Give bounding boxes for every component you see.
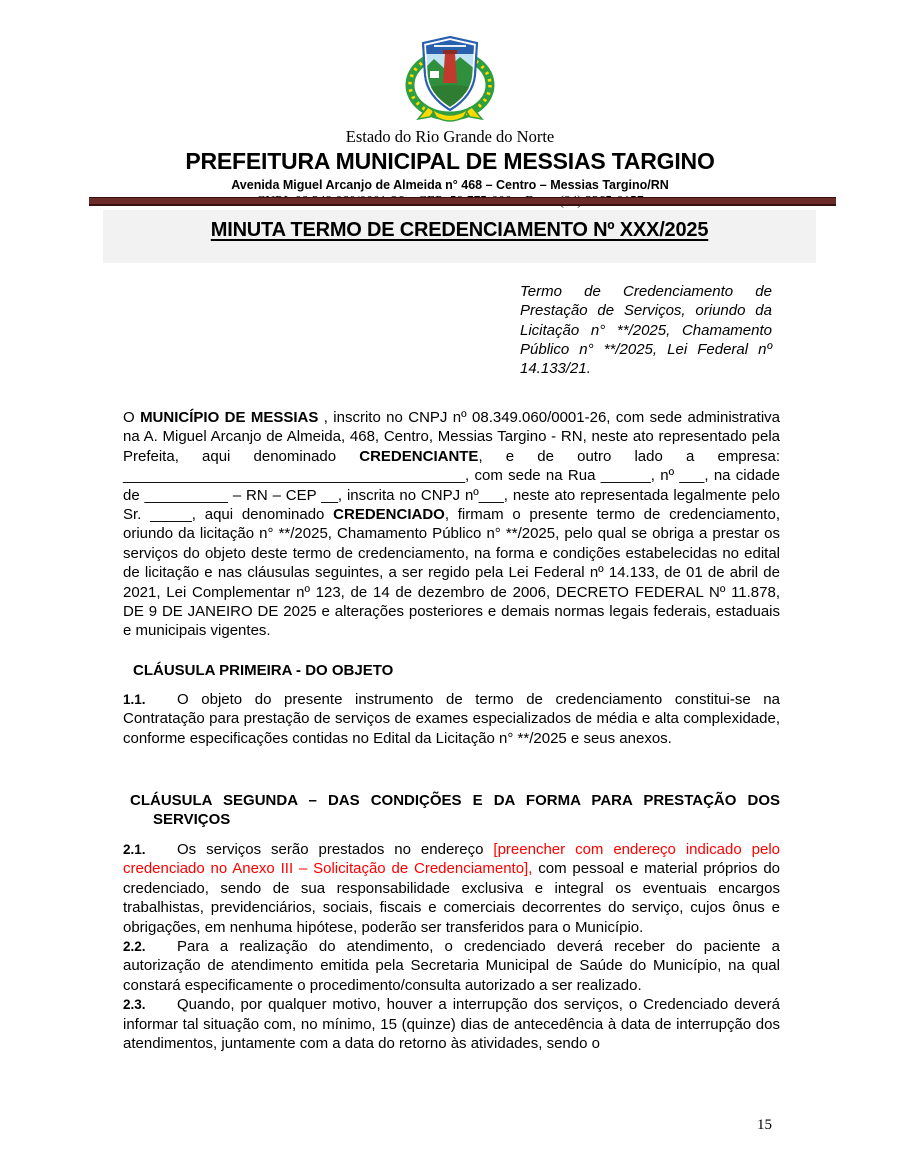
epigraph: Termo de Credenciamento de Prestação de Serviços, oriundo da Licitação n° **/2025, Chamamento Público n° **/2025, Lei Federal nº 14.133/21.: [520, 283, 772, 378]
document-title-box: [103, 210, 816, 263]
address-line: Avenida Miguel Arcanjo de Almeida n° 468 – Centro – Messias Targino/RN: [231, 178, 669, 192]
clause1-item-1-1: [123, 690, 780, 748]
item-text: Para a realização do atendimento, o credenciado deverá receber do paciente a autorização de atendimento emitida pela Secretaria Municipal de Saúde do Município, na qual constará especificamente o procedimento/consulta autorizado a ser realizado.: [123, 938, 780, 994]
item-number: 2.1.: [123, 842, 146, 857]
intro-paragraph: [123, 408, 780, 641]
document-title: MINUTA TERMO DE CREDENCIAMENTO Nº XXX/2025: [210, 219, 709, 241]
credenciante-bold: CREDENCIANTE: [359, 447, 479, 465]
fill-in-placeholder-red: [preencher com endereço indicado pelo credenciado no Anexo III – Solicitação de Credenciamento],: [123, 841, 780, 878]
municipal-crest-icon: [400, 33, 500, 123]
intro-text: , e de outro lado a empresa: _________________________________________, com sede na Rua ______, nº ___, na cidade de __________ – RN – CEP __, inscrita no CNPJ nº___, neste ato representada legalmente pelo Sr. _____, aqui denominado: [123, 447, 780, 524]
item-number: 1.1.: [123, 692, 146, 707]
item-number: 2.3.: [123, 997, 146, 1013]
letterhead: [0, 33, 900, 209]
page-number: 15: [757, 1117, 772, 1133]
municipality-name: PREFEITURA MUNICIPAL DE MESSIAS TARGINO: [185, 148, 715, 174]
state-line: Estado do Rio Grande do Norte: [345, 127, 555, 146]
clause2-item-2-1: [123, 840, 780, 937]
clause2-item-2-3: [123, 995, 780, 1053]
clause1-heading: CLÁUSULA PRIMEIRA - DO OBJETO: [133, 662, 394, 679]
clause2-heading: CLÁUSULA SEGUNDA – DAS CONDIÇÕES E DA FORMA PARA PRESTAÇÃO DOS SERVIÇOS: [130, 792, 780, 829]
clause2-item-2-2: [123, 937, 780, 995]
header-divider: [89, 197, 836, 206]
item-number: 2.2.: [123, 939, 146, 955]
credenciado-bold: CREDENCIADO: [333, 506, 445, 524]
item-text: O objeto do presente instrumento de termo de credenciamento constitui-se na Contratação para prestação de serviços de exames especializados de média e alta complexidade, conforme especificações contidas no Edital da Licitação n° **/2025 e seus anexos.: [123, 691, 780, 747]
item-text: Quando, por qualquer motivo, houver a interrupção dos serviços, o Credenciado deverá informar tal situação com, no mínimo, 15 (quinze) dias de antecedência à data de interrupção dos atendimentos, juntamente com a data do retorno às atividades, sendo o: [123, 996, 780, 1053]
municipality-bold: MUNICÍPIO DE MESSIAS: [140, 409, 319, 426]
item-text: com pessoal e material próprios do credenciado, sendo de sua responsabilidade exclusiva e integral os eventuais encargos trabalhistas, previdenciários, sociais, fiscais e comerciais decorrentes do serviço, cujos ônus e obrigações, em nenhuma hipótese, poderão ser transferidos para o Município.: [123, 860, 780, 936]
intro-text: , inscrito no CNPJ nº 08.349.060/0001-26, com sede administrativa na A. Miguel Arcanjo de Almeida, 468, Centro, Messias Targino - RN, neste ato representado pela Prefeita, aqui denominado: [123, 409, 781, 465]
item-text: Os serviços serão prestados no endereço: [177, 841, 494, 858]
intro-text: , firmam o presente termo de credenciamento, oriundo da licitação n° **/2025, Chamamento Público n° **/2025, pelo qual se obriga a prestar os serviços do objeto deste termo de credenciamento, na forma e condições estabelecidas no edital de licitação e nas cláusulas seguintes, a ser regido pela Lei Federal nº 14.133, de 01 de abril de 2021, Lei Complementar nº 123, de 14 de dezembro de 2006, DECRETO FEDERAL Nº 11.878, DE 9 DE JANEIRO DE 2025 e alterações posteriores e demais normas legais federais, estaduais e municipais vigentes.: [123, 506, 780, 640]
intro-text: O: [123, 409, 141, 426]
clause2-items: [123, 840, 780, 1053]
